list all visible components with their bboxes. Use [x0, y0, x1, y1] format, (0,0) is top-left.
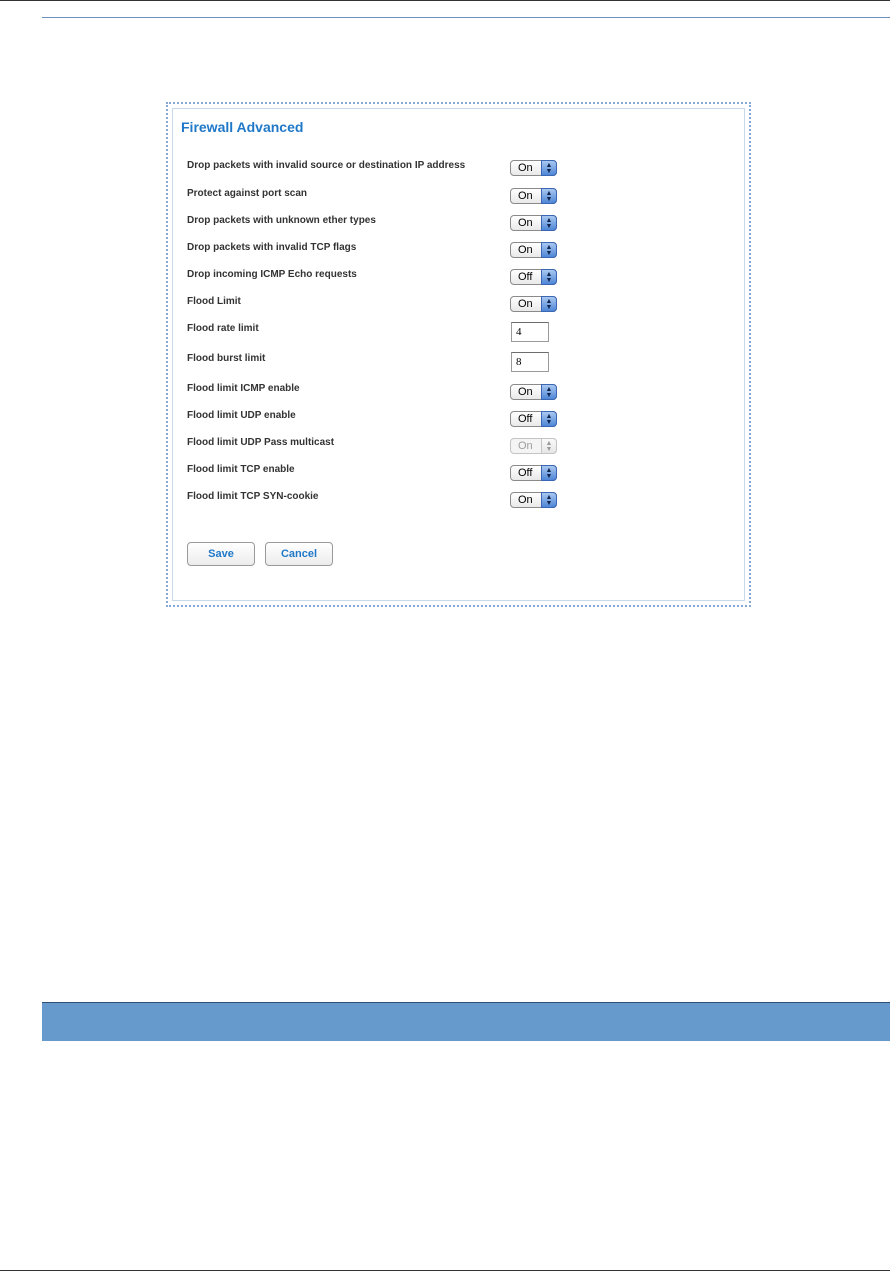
- select-value: On: [518, 244, 533, 256]
- select-flood-limit-udp-multicast: [510, 438, 557, 454]
- cancel-button[interactable]: Cancel: [265, 542, 333, 566]
- select-value: Off: [518, 271, 533, 283]
- select-value: Off: [518, 467, 533, 479]
- select-value: On: [518, 162, 533, 174]
- updown-arrows-icon: ▲ ▼: [541, 215, 557, 231]
- select-value: On: [518, 386, 533, 398]
- panel-title: Firewall Advanced: [181, 119, 304, 135]
- select-drop-invalid-tcp-flags[interactable]: [510, 242, 557, 258]
- label-flood-limit-udp-multicast: Flood limit UDP Pass multicast: [187, 437, 335, 448]
- page-top-edge: [0, 0, 890, 1]
- label-protect-port-scan: Protect against port scan: [187, 188, 308, 199]
- label-flood-rate-limit: Flood rate limit: [187, 323, 259, 334]
- select-value: Off: [518, 413, 533, 425]
- select-flood-limit-icmp[interactable]: [510, 384, 557, 400]
- input-flood-burst-limit[interactable]: 8: [511, 352, 549, 372]
- updown-arrows-icon: ▲ ▼: [541, 242, 557, 258]
- label-flood-limit: Flood Limit: [187, 296, 241, 307]
- updown-arrows-icon: ▲ ▼: [541, 384, 557, 400]
- label-drop-icmp-echo: Drop incoming ICMP Echo requests: [187, 269, 357, 280]
- label-flood-burst-limit: Flood burst limit: [187, 353, 266, 364]
- select-flood-limit-tcp-syn-cookie[interactable]: [510, 492, 557, 508]
- label-flood-limit-tcp-syn-cookie: Flood limit TCP SYN-cookie: [187, 491, 319, 502]
- updown-arrows-icon: ▲ ▼: [541, 160, 557, 176]
- updown-arrows-icon: ▲ ▼: [541, 465, 557, 481]
- select-drop-invalid-ip[interactable]: [510, 160, 557, 176]
- select-value: On: [518, 190, 533, 202]
- updown-arrows-icon: ▲ ▼: [541, 188, 557, 204]
- updown-arrows-icon: ▲ ▼: [541, 296, 557, 312]
- select-drop-unknown-ether[interactable]: [510, 215, 557, 231]
- select-value: On: [518, 440, 533, 452]
- select-value: On: [518, 217, 533, 229]
- footer-bar: [42, 1002, 890, 1041]
- select-flood-limit[interactable]: [510, 296, 557, 312]
- label-drop-invalid-ip: Drop packets with invalid source or destination IP address: [187, 160, 466, 171]
- updown-arrows-icon: ▲ ▼: [541, 492, 557, 508]
- updown-arrows-icon: ▲ ▼: [541, 438, 557, 454]
- label-flood-limit-icmp: Flood limit ICMP enable: [187, 383, 300, 394]
- label-flood-limit-udp: Flood limit UDP enable: [187, 410, 296, 421]
- select-value: On: [518, 298, 533, 310]
- input-flood-rate-limit[interactable]: 4: [511, 322, 549, 342]
- header-rule: [42, 17, 890, 18]
- updown-arrows-icon: ▲ ▼: [541, 269, 557, 285]
- save-button[interactable]: Save: [187, 542, 255, 566]
- select-protect-port-scan[interactable]: [510, 188, 557, 204]
- label-flood-limit-tcp: Flood limit TCP enable: [187, 464, 295, 475]
- label-drop-invalid-tcp-flags: Drop packets with invalid TCP flags: [187, 242, 357, 253]
- select-drop-icmp-echo[interactable]: [510, 269, 557, 285]
- updown-arrows-icon: ▲ ▼: [541, 411, 557, 427]
- select-flood-limit-tcp[interactable]: [510, 465, 557, 481]
- select-flood-limit-udp[interactable]: [510, 411, 557, 427]
- label-drop-unknown-ether: Drop packets with unknown ether types: [187, 215, 376, 226]
- select-value: On: [518, 494, 533, 506]
